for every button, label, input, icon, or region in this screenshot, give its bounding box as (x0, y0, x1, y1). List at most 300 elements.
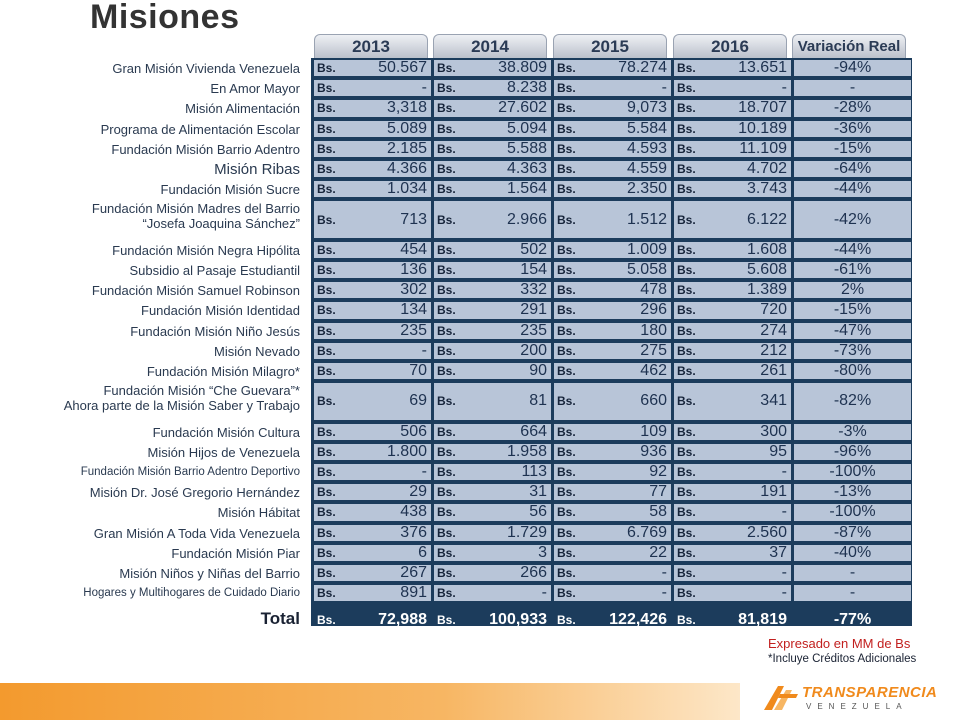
value-cell (674, 242, 791, 258)
amount-value: 72,988 (378, 610, 427, 628)
variation-cell (794, 383, 911, 419)
variation-value: -77% (833, 610, 872, 628)
amount-value: 4.363 (506, 160, 547, 178)
amount-value: 502 (520, 240, 547, 258)
amount-value: 660 (640, 392, 667, 410)
currency-label: Bs. (677, 162, 696, 177)
currency-label: Bs. (677, 465, 696, 480)
currency-label: Bs. (677, 545, 696, 560)
value-cell (554, 302, 671, 318)
value-cell (434, 201, 551, 237)
currency-label: Bs. (317, 444, 336, 459)
row-label (185, 101, 300, 116)
value-cell (674, 141, 791, 157)
table-row (311, 341, 912, 361)
value-cell (434, 343, 551, 359)
amount-value: 109 (640, 422, 667, 440)
variation-cell (794, 201, 911, 237)
amount-value: 376 (400, 523, 427, 541)
currency-label: Bs. (677, 212, 696, 227)
amount-value: 37 (769, 543, 787, 561)
amount-value: 13.651 (738, 59, 787, 77)
currency-label: Bs. (557, 141, 576, 156)
currency-label: Bs. (557, 162, 576, 177)
amount-value: 1.800 (386, 442, 427, 460)
table-row (311, 502, 912, 522)
currency-label: Bs. (437, 182, 456, 197)
amount-value: 2.966 (506, 210, 547, 228)
amount-value: 38.809 (498, 59, 547, 77)
currency-label: Bs. (317, 81, 336, 96)
currency-label: Bs. (557, 444, 576, 459)
value-cell (434, 100, 551, 116)
currency-label: Bs. (317, 162, 336, 177)
variation-cell (794, 363, 911, 379)
currency-label: Bs. (677, 424, 696, 439)
amount-value: 267 (400, 564, 427, 582)
row-label (92, 283, 300, 298)
value-cell (674, 444, 791, 460)
value-cell (674, 383, 791, 419)
value-cell (674, 302, 791, 318)
currency-label: Bs. (437, 444, 456, 459)
amount-value: - (781, 584, 787, 602)
currency-label: Bs. (677, 505, 696, 520)
row-label-line: Fundación Misión Identidad (141, 303, 300, 319)
value-cell (674, 484, 791, 500)
table-row (311, 462, 912, 482)
currency-label: Bs. (317, 101, 336, 116)
variation-cell (794, 302, 911, 318)
variation-value: -94% (833, 59, 872, 77)
row-label (119, 566, 300, 581)
amount-value: 4.593 (626, 139, 667, 157)
currency-label: Bs. (317, 283, 336, 298)
amount-value: 332 (520, 281, 547, 299)
value-cell (314, 262, 431, 278)
row-label (111, 142, 300, 157)
value-cell (434, 444, 551, 460)
row-label (153, 425, 300, 440)
currency-label: Bs. (437, 141, 456, 156)
value-cell (554, 262, 671, 278)
amount-value: 5.089 (386, 119, 427, 137)
currency-label: Bs. (557, 343, 576, 358)
variation-cell (794, 484, 911, 500)
currency-label: Bs. (437, 343, 456, 358)
table-row (311, 98, 912, 118)
table-row (311, 199, 912, 239)
value-cell (314, 585, 431, 601)
variation-cell (794, 141, 911, 157)
amount-value: 81,819 (738, 610, 787, 628)
row-label (112, 61, 300, 76)
currency-label: Bs. (557, 364, 576, 379)
currency-label: Bs. (677, 141, 696, 156)
currency-label: Bs. (317, 505, 336, 520)
table-row (311, 300, 912, 320)
amount-value: 3.743 (746, 180, 787, 198)
value-cell (314, 141, 431, 157)
row-label-line: Subsidio al Pasaje Estudiantil (129, 263, 300, 278)
row-label-line: Hogares y Multihogares de Cuidado Diario (83, 587, 300, 600)
currency-label: Bs. (437, 505, 456, 520)
footnote: *Incluye Créditos Adicionales (768, 653, 917, 665)
amount-value: 77 (649, 483, 667, 501)
currency-label: Bs. (317, 566, 336, 581)
currency-label: Bs. (317, 61, 336, 76)
value-cell (674, 545, 791, 561)
currency-label: Bs. (557, 465, 576, 480)
value-cell (674, 343, 791, 359)
row-label (83, 586, 300, 601)
amount-value: - (661, 564, 667, 582)
amount-value: 266 (520, 564, 547, 582)
value-cell (434, 323, 551, 339)
value-cell (314, 282, 431, 298)
amount-value: 154 (520, 261, 547, 279)
value-cell (554, 484, 671, 500)
row-label-line: Fundación Misión Barrio Adentro Deportivo (80, 466, 300, 478)
currency-label: Bs. (557, 545, 576, 560)
amount-value: - (661, 79, 667, 97)
value-cell (674, 121, 791, 137)
currency-label: Bs. (557, 61, 576, 76)
value-cell (434, 121, 551, 137)
currency-label: Bs. (557, 303, 576, 318)
row-label (64, 383, 300, 413)
row-label-line: Programa de Alimentación Escolar (100, 121, 300, 137)
variation-cell (794, 525, 911, 541)
row-label-line: Fundación Misión Negra Hipólita (112, 242, 300, 258)
row-label (148, 445, 300, 460)
table-row (311, 583, 912, 603)
amount-value: 478 (640, 281, 667, 299)
column-header-3: 2016 (673, 34, 787, 59)
value-cell (434, 525, 551, 541)
currency-label: Bs. (437, 303, 456, 318)
value-cell (434, 80, 551, 96)
variation-value: -64% (833, 160, 872, 178)
amount-value: 5.094 (506, 119, 547, 137)
value-cell (554, 444, 671, 460)
variation-cell (794, 60, 911, 76)
currency-label: Bs. (317, 182, 336, 197)
row-label-line-2: Ahora parte de la Misión Saber y Trabajo (63, 398, 300, 414)
table-row (311, 563, 912, 583)
value-cell (554, 141, 671, 157)
currency-label: Bs. (677, 81, 696, 96)
amount-value: 11.109 (739, 139, 787, 157)
currency-label: Bs. (677, 283, 696, 298)
currency-label: Bs. (437, 545, 456, 560)
amount-value: 720 (760, 301, 787, 319)
table-row (311, 119, 912, 139)
value-cell (554, 161, 671, 177)
currency-label: Bs. (317, 394, 336, 409)
amount-value: 29 (409, 483, 427, 501)
variation-value: -36% (833, 119, 872, 137)
logo-subtitle: VENEZUELA (806, 702, 908, 711)
row-label-line: Misión Dr. José Gregorio Hernández (89, 485, 300, 501)
variation-value: -73% (833, 341, 872, 359)
value-cell (314, 161, 431, 177)
amount-value: 81 (529, 392, 547, 410)
value-cell (314, 424, 431, 440)
currency-label: Bs. (437, 566, 456, 581)
currency-label: Bs. (437, 465, 456, 480)
variation-cell (794, 262, 911, 278)
amount-value: - (781, 503, 787, 521)
amount-value: 341 (760, 392, 787, 410)
amount-value: 78.274 (618, 59, 667, 77)
amount-value: 50.567 (378, 59, 427, 77)
row-label-line-2: “Josefa Joaquina Sánchez” (142, 216, 300, 232)
amount-value: 454 (400, 240, 427, 258)
variation-value: -3% (838, 422, 867, 440)
amount-value: 90 (529, 362, 547, 380)
value-cell (554, 545, 671, 561)
currency-label: Bs. (317, 141, 336, 156)
variation-value: -87% (833, 523, 872, 541)
row-label-line: Misión Nevado (214, 343, 300, 359)
amount-value: 1.389 (746, 281, 787, 299)
currency-label: Bs. (677, 566, 696, 581)
table-row (311, 260, 912, 280)
currency-label: Bs. (437, 81, 456, 96)
value-cell (314, 464, 431, 480)
amount-value: 1.729 (506, 523, 547, 541)
currency-label: Bs. (557, 182, 576, 197)
amount-value: 6.769 (626, 523, 667, 541)
value-cell (434, 302, 551, 318)
value-cell (314, 80, 431, 96)
variation-cell (794, 242, 911, 258)
value-cell (554, 383, 671, 419)
variation-cell (794, 343, 911, 359)
variation-cell (794, 609, 911, 630)
table-row (311, 280, 912, 300)
table-row (311, 381, 912, 421)
variation-value: -44% (833, 180, 872, 198)
amount-value: 235 (400, 321, 427, 339)
variation-cell (794, 464, 911, 480)
amount-value: 664 (520, 422, 547, 440)
amount-value: 136 (400, 261, 427, 279)
value-cell (674, 424, 791, 440)
value-cell (434, 242, 551, 258)
row-label (101, 122, 300, 137)
currency-label: Bs. (317, 303, 336, 318)
currency-label: Bs. (437, 485, 456, 500)
currency-label: Bs. (557, 612, 576, 627)
value-cell (674, 525, 791, 541)
row-label-line: Fundación Misión Madres del Barrio (91, 201, 300, 217)
amount-value: 18.707 (738, 99, 787, 117)
variation-cell (794, 181, 911, 197)
row-label (161, 182, 300, 197)
amount-value: 936 (640, 442, 667, 460)
value-cell (314, 525, 431, 541)
variation-cell (794, 161, 911, 177)
value-cell (434, 484, 551, 500)
value-cell (554, 201, 671, 237)
amount-value: 1.608 (746, 240, 787, 258)
row-label (81, 465, 300, 480)
amount-value: 2.560 (746, 523, 787, 541)
total-row (311, 607, 912, 632)
value-cell (314, 484, 431, 500)
value-cell (434, 161, 551, 177)
variation-value: - (849, 584, 856, 602)
currency-label: Bs. (557, 323, 576, 338)
currency-label: Bs. (557, 505, 576, 520)
value-cell (434, 282, 551, 298)
variation-cell (794, 100, 911, 116)
value-cell (314, 343, 431, 359)
value-cell (674, 282, 791, 298)
row-label (218, 505, 300, 520)
row-label-line: Gran Misión Vivienda Venezuela (112, 61, 300, 76)
currency-label: Bs. (437, 242, 456, 257)
currency-label: Bs. (317, 212, 336, 227)
currency-label: Bs. (557, 485, 576, 500)
amount-value: 462 (640, 362, 667, 380)
value-cell (434, 181, 551, 197)
amount-value: 891 (400, 584, 427, 602)
variation-value: 2% (840, 281, 865, 299)
amount-value: 22 (649, 543, 667, 561)
amount-value: 2.185 (386, 139, 427, 157)
value-cell (554, 242, 671, 258)
currency-label: Bs. (437, 283, 456, 298)
value-cell (554, 565, 671, 581)
amount-value: 1.564 (506, 180, 547, 198)
value-cell (554, 80, 671, 96)
amount-value: 5.058 (626, 261, 667, 279)
amount-value: 100,933 (489, 610, 547, 628)
variation-value: -82% (833, 392, 872, 410)
value-cell (674, 504, 791, 520)
column-header-1: 2014 (433, 34, 547, 59)
currency-label: Bs. (317, 525, 336, 540)
currency-label: Bs. (557, 212, 576, 227)
value-cell (314, 504, 431, 520)
amount-value: 58 (649, 503, 667, 521)
amount-value: 27.602 (498, 99, 547, 117)
amount-value: 506 (400, 422, 427, 440)
currency-label: Bs. (437, 323, 456, 338)
value-cell (314, 565, 431, 581)
amount-value: 92 (649, 463, 667, 481)
amount-value: 300 (760, 422, 787, 440)
variation-value: - (849, 564, 856, 582)
currency-label: Bs. (677, 242, 696, 257)
table-row (311, 543, 912, 563)
amount-value: - (781, 463, 787, 481)
column-header-4: Variación Real (792, 34, 906, 59)
amount-value: 3 (538, 543, 547, 561)
variation-cell (794, 585, 911, 601)
column-header-2: 2015 (553, 34, 667, 59)
variation-value: -40% (833, 543, 872, 561)
amount-value: - (781, 564, 787, 582)
variation-cell (794, 424, 911, 440)
currency-label: Bs. (437, 612, 456, 627)
row-label-line: Gran Misión A Toda Vida Venezuela (93, 525, 300, 541)
variation-value: -100% (829, 463, 876, 481)
amount-value: 4.702 (746, 160, 787, 178)
page-title: Misiones (90, 0, 240, 36)
value-cell (314, 383, 431, 419)
amount-value: 70 (409, 362, 427, 380)
value-cell (554, 424, 671, 440)
value-cell (674, 161, 791, 177)
variation-cell (794, 323, 911, 339)
logo-mark-icon (760, 680, 800, 716)
bottom-accent-bar (0, 683, 740, 720)
currency-label: Bs. (677, 182, 696, 197)
row-label (92, 201, 300, 231)
currency-label: Bs. (437, 162, 456, 177)
variation-value: -15% (833, 139, 872, 157)
currency-label: Bs. (557, 101, 576, 116)
amount-value: 134 (400, 301, 427, 319)
currency-label: Bs. (317, 323, 336, 338)
row-label (171, 546, 300, 561)
value-cell (314, 60, 431, 76)
amount-value: 235 (520, 321, 547, 339)
currency-label: Bs. (437, 364, 456, 379)
currency-label: Bs. (317, 263, 336, 278)
currency-label: Bs. (677, 394, 696, 409)
table-row (311, 523, 912, 543)
row-label-line: Fundación Misión Niño Jesús (130, 323, 300, 339)
amount-value: 6.122 (746, 210, 787, 228)
variation-value: -44% (833, 240, 872, 258)
value-cell (314, 242, 431, 258)
amount-value: 296 (640, 301, 667, 319)
amount-value: 1.034 (386, 180, 427, 198)
row-label (210, 81, 300, 96)
amount-value: 180 (640, 321, 667, 339)
currency-label: Bs. (677, 485, 696, 500)
row-label-line: Fundación Misión Barrio Adentro (111, 141, 300, 157)
currency-label: Bs. (677, 612, 696, 627)
row-label (129, 263, 300, 278)
variation-value: -47% (833, 321, 872, 339)
units-note: Expresado en MM de Bs (768, 636, 911, 651)
row-label (141, 303, 300, 318)
currency-label: Bs. (677, 364, 696, 379)
row-label-line: Misión Ribas (214, 161, 300, 178)
amount-value: 713 (400, 210, 427, 228)
value-cell (674, 464, 791, 480)
variation-value: - (849, 79, 856, 97)
value-cell (554, 363, 671, 379)
table-row (311, 321, 912, 341)
row-label (214, 344, 300, 359)
row-label-line: Misión Hábitat (217, 505, 300, 521)
variation-cell (794, 282, 911, 298)
value-cell (674, 565, 791, 581)
amount-value: - (421, 341, 427, 359)
currency-label: Bs. (677, 303, 696, 318)
value-cell (434, 141, 551, 157)
value-cell (434, 545, 551, 561)
currency-label: Bs. (317, 242, 336, 257)
value-cell (434, 609, 551, 630)
